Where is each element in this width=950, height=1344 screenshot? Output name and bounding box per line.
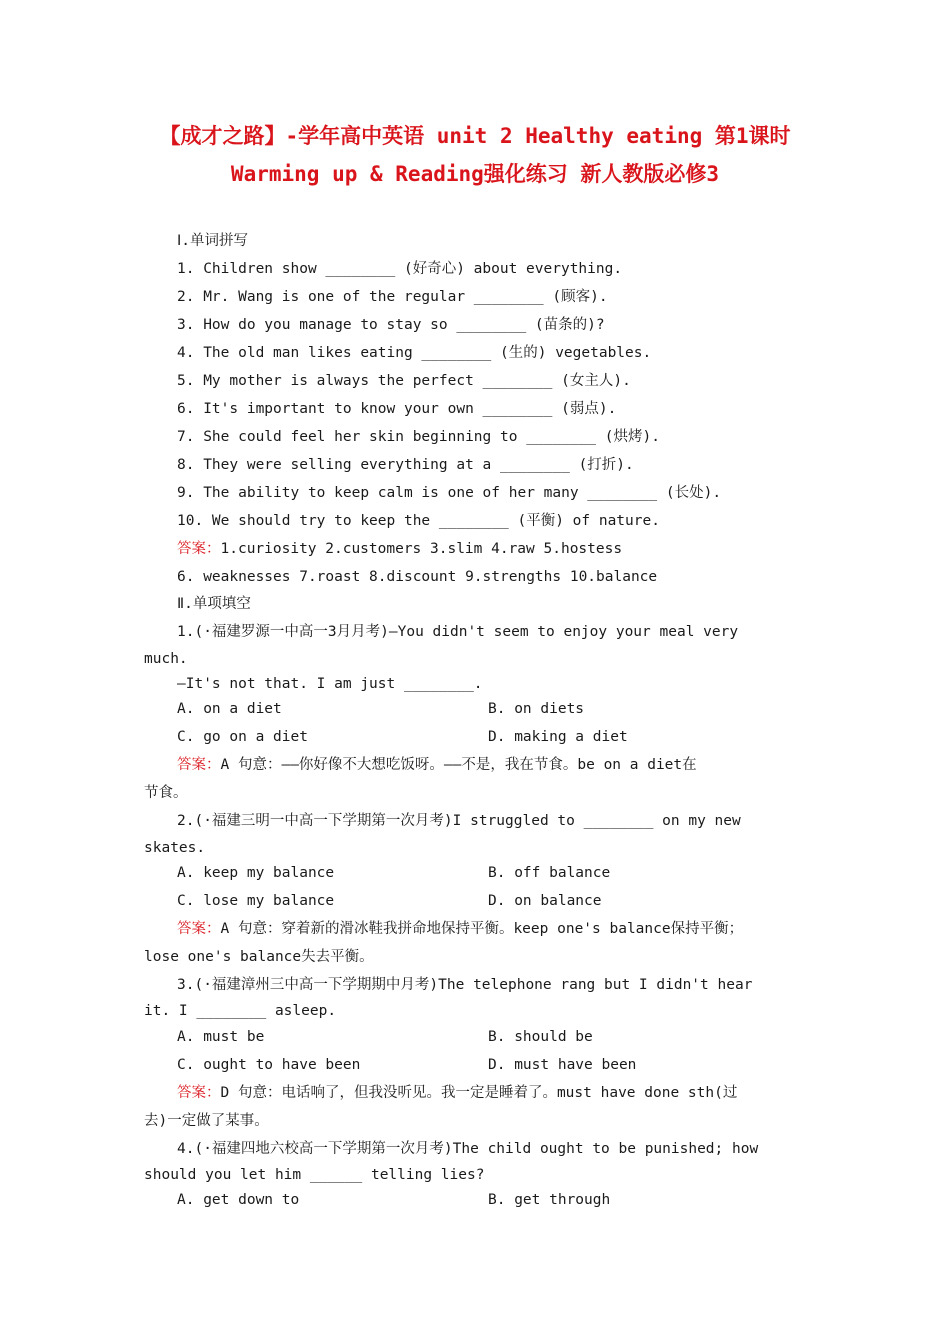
q2-answer: [177, 919, 845, 939]
answer-text: D 句意：电话响了，但我没听见。我一定是睡着了。must have done sth(过: [220, 1085, 738, 1101]
answer-label: 答案：: [177, 757, 221, 773]
q3-answer: [177, 1083, 845, 1103]
q1-stem-line2: much.: [144, 651, 188, 667]
q2-option-c: C. lose my balance: [177, 893, 335, 909]
document-title-line2: Warming up & Reading强化练习 新人教版必修3: [230, 162, 720, 186]
q2-stem-line1: 2.(·福建三明一中高一下学期第一次月考)I struggled to ________ on my new: [177, 813, 741, 829]
vocab-item-2: 2. Mr. Wang is one of the regular ________ (顾客).: [177, 289, 608, 305]
q1-option-a: A. on a diet: [177, 701, 282, 717]
q3-answer-line2: 去)一定做了某事。: [144, 1113, 269, 1129]
q1-stem-line1: 1.(·福建罗源一中高一3月月考)—You didn't seem to enjoy your meal very: [177, 624, 739, 640]
vocab-item-3: 3. How do you manage to stay so ________ (苗条的)?: [177, 317, 605, 333]
vocab-item-6: 6. It's important to know your own ________ (弱点).: [177, 401, 617, 417]
section1-answer: [177, 539, 845, 559]
answer-label: 答案：: [177, 921, 221, 937]
q1-option-b: B. on diets: [488, 701, 585, 717]
section1-heading: Ⅰ.单词拼写: [177, 233, 249, 249]
q3-stem-line2: it. I ________ asleep.: [144, 1003, 337, 1019]
answer-text: A 句意：穿着新的滑冰鞋我拼命地保持平衡。keep one's balance保持平衡；: [220, 921, 744, 937]
section1-answer-line2: 6. weaknesses 7.roast 8.discount 9.strengths 10.balance: [177, 569, 658, 585]
vocab-item-7: 7. She could feel her skin beginning to ________ (烘烤).: [177, 429, 660, 445]
vocab-item-10: 10. We should try to keep the ________ (平衡) of nature.: [177, 513, 660, 529]
q4-option-b: B. get through: [488, 1192, 611, 1208]
answer-text: 1.curiosity 2.customers 3.slim 4.raw 5.hostess: [220, 541, 623, 557]
q1-option-c: C. go on a diet: [177, 729, 308, 745]
document-title-line1: 【成才之路】-学年高中英语 unit 2 Healthy eating 第1课时: [159, 124, 791, 148]
vocab-item-1: 1. Children show ________ (好奇心) about everything.: [177, 261, 623, 277]
q3-option-d: D. must have been: [488, 1057, 637, 1073]
q2-stem-line2: skates.: [144, 840, 206, 856]
q3-option-b: B. should be: [488, 1029, 593, 1045]
q4-stem-line2: should you let him ______ telling lies?: [144, 1167, 485, 1183]
q2-answer-line2: lose one's balance失去平衡。: [144, 949, 374, 965]
vocab-item-5: 5. My mother is always the perfect ________ (女主人).: [177, 373, 631, 389]
q1-answer: [177, 755, 845, 775]
q1-stem-line3: —It's not that. I am just ________.: [177, 676, 483, 692]
q4-stem-line1: 4.(·福建四地六校高一下学期第一次月考)The child ought to be punished; how: [177, 1141, 759, 1157]
q3-stem-line1: 3.(·福建漳州三中高一下学期期中月考)The telephone rang but I didn't hear: [177, 977, 753, 993]
q1-option-d: D. making a diet: [488, 729, 628, 745]
q1-answer-line2: 节食。: [144, 785, 188, 801]
vocab-item-4: 4. The old man likes eating ________ (生的) vegetables.: [177, 345, 652, 361]
q4-option-a: A. get down to: [177, 1192, 300, 1208]
section2-heading: Ⅱ.单项填空: [177, 596, 251, 612]
q2-option-a: A. keep my balance: [177, 865, 335, 881]
answer-label: 答案：: [177, 541, 221, 557]
q3-option-c: C. ought to have been: [177, 1057, 361, 1073]
answer-text: A 句意：——你好像不大想吃饭呀。——不是，我在节食。be on a diet在: [220, 757, 697, 773]
q2-option-b: B. off balance: [488, 865, 611, 881]
q3-option-a: A. must be: [177, 1029, 265, 1045]
vocab-item-8: 8. They were selling everything at a ________ (打折).: [177, 457, 634, 473]
q2-option-d: D. on balance: [488, 893, 602, 909]
vocab-item-9: 9. The ability to keep calm is one of her many ________ (长处).: [177, 485, 722, 501]
answer-label: 答案：: [177, 1085, 221, 1101]
